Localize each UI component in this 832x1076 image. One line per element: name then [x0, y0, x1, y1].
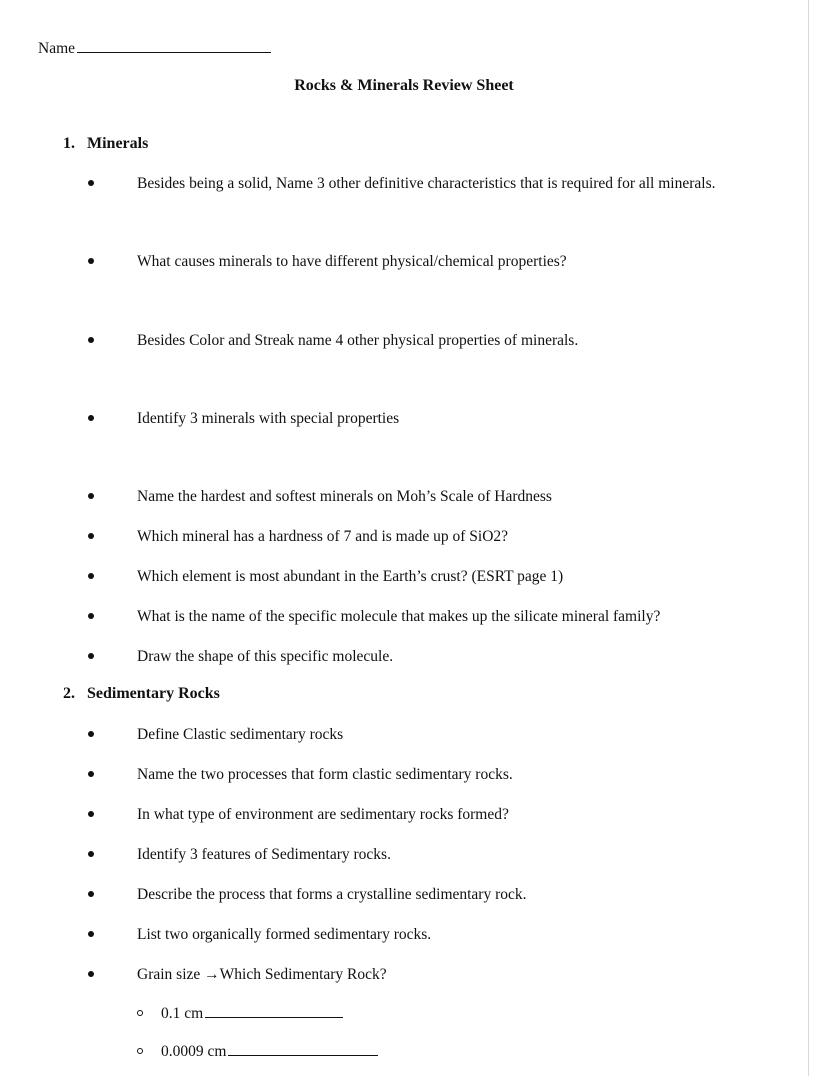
question-item: Identify 3 features of Sedimentary rocks. [137, 846, 391, 863]
question-item: In what type of environment are sedimentary rocks formed? [137, 806, 509, 823]
bullet-icon [88, 415, 94, 421]
name-blank[interactable] [77, 38, 271, 53]
bullet-icon [88, 613, 94, 619]
grain-size-item[interactable] [161, 1003, 343, 1023]
answer-blank[interactable] [228, 1041, 378, 1056]
answer-blank[interactable] [205, 1003, 343, 1018]
name-label: Name [38, 40, 76, 57]
question-item: What is the name of the specific molecule that makes up the silicate mineral family? [137, 608, 661, 625]
bullet-icon [88, 258, 94, 264]
bullet-icon [88, 533, 94, 539]
circle-bullet-icon [137, 1048, 143, 1054]
section-title: Sedimentary Rocks [87, 685, 220, 702]
bullet-icon [88, 653, 94, 659]
section-number: 2. [63, 685, 75, 702]
circle-bullet-icon [137, 1010, 143, 1016]
grain-size-label: 0.0009 cm [161, 1043, 227, 1060]
question-item: What causes minerals to have different physical/chemical properties? [137, 253, 567, 270]
bullet-icon [88, 771, 94, 777]
question-item: Define Clastic sedimentary rocks [137, 726, 344, 743]
question-item: Besides being a solid, Name 3 other definitive characteristics that is required for all minerals. [137, 175, 716, 192]
bullet-icon [88, 180, 94, 186]
grain-size-label: 0.1 cm [161, 1005, 204, 1022]
question-item: Grain size →Which Sedimentary Rock? [137, 966, 387, 983]
question-item: Describe the process that forms a crystalline sedimentary rock. [137, 886, 527, 903]
grain-size-item[interactable] [161, 1041, 378, 1061]
question-item: Which mineral has a hardness of 7 and is made up of SiO2? [137, 528, 509, 545]
question-item: Name the two processes that form clastic sedimentary rocks. [137, 766, 513, 783]
question-item: Draw the shape of this specific molecule. [137, 648, 394, 665]
question-item: Name the hardest and softest minerals on Moh’s Scale of Hardness [137, 488, 552, 505]
question-item: Which element is most abundant in the Earth’s crust? (ESRT page 1) [137, 568, 564, 585]
bullet-icon [88, 931, 94, 937]
section-number: 1. [63, 135, 75, 152]
bullet-icon [88, 337, 94, 343]
bullet-icon [88, 493, 94, 499]
bullet-icon [88, 811, 94, 817]
bullet-icon [88, 573, 94, 579]
name-field[interactable] [38, 38, 271, 58]
question-item: Besides Color and Streak name 4 other physical properties of minerals. [137, 332, 579, 349]
section-title: Minerals [87, 135, 149, 152]
page-title: Rocks & Minerals Review Sheet [294, 77, 514, 94]
page-edge [808, 0, 809, 1076]
bullet-icon [88, 731, 94, 737]
question-item: List two organically formed sedimentary rocks. [137, 926, 432, 943]
bullet-icon [88, 971, 94, 977]
bullet-icon [88, 851, 94, 857]
bullet-icon [88, 891, 94, 897]
question-item: Identify 3 minerals with special properties [137, 410, 400, 427]
